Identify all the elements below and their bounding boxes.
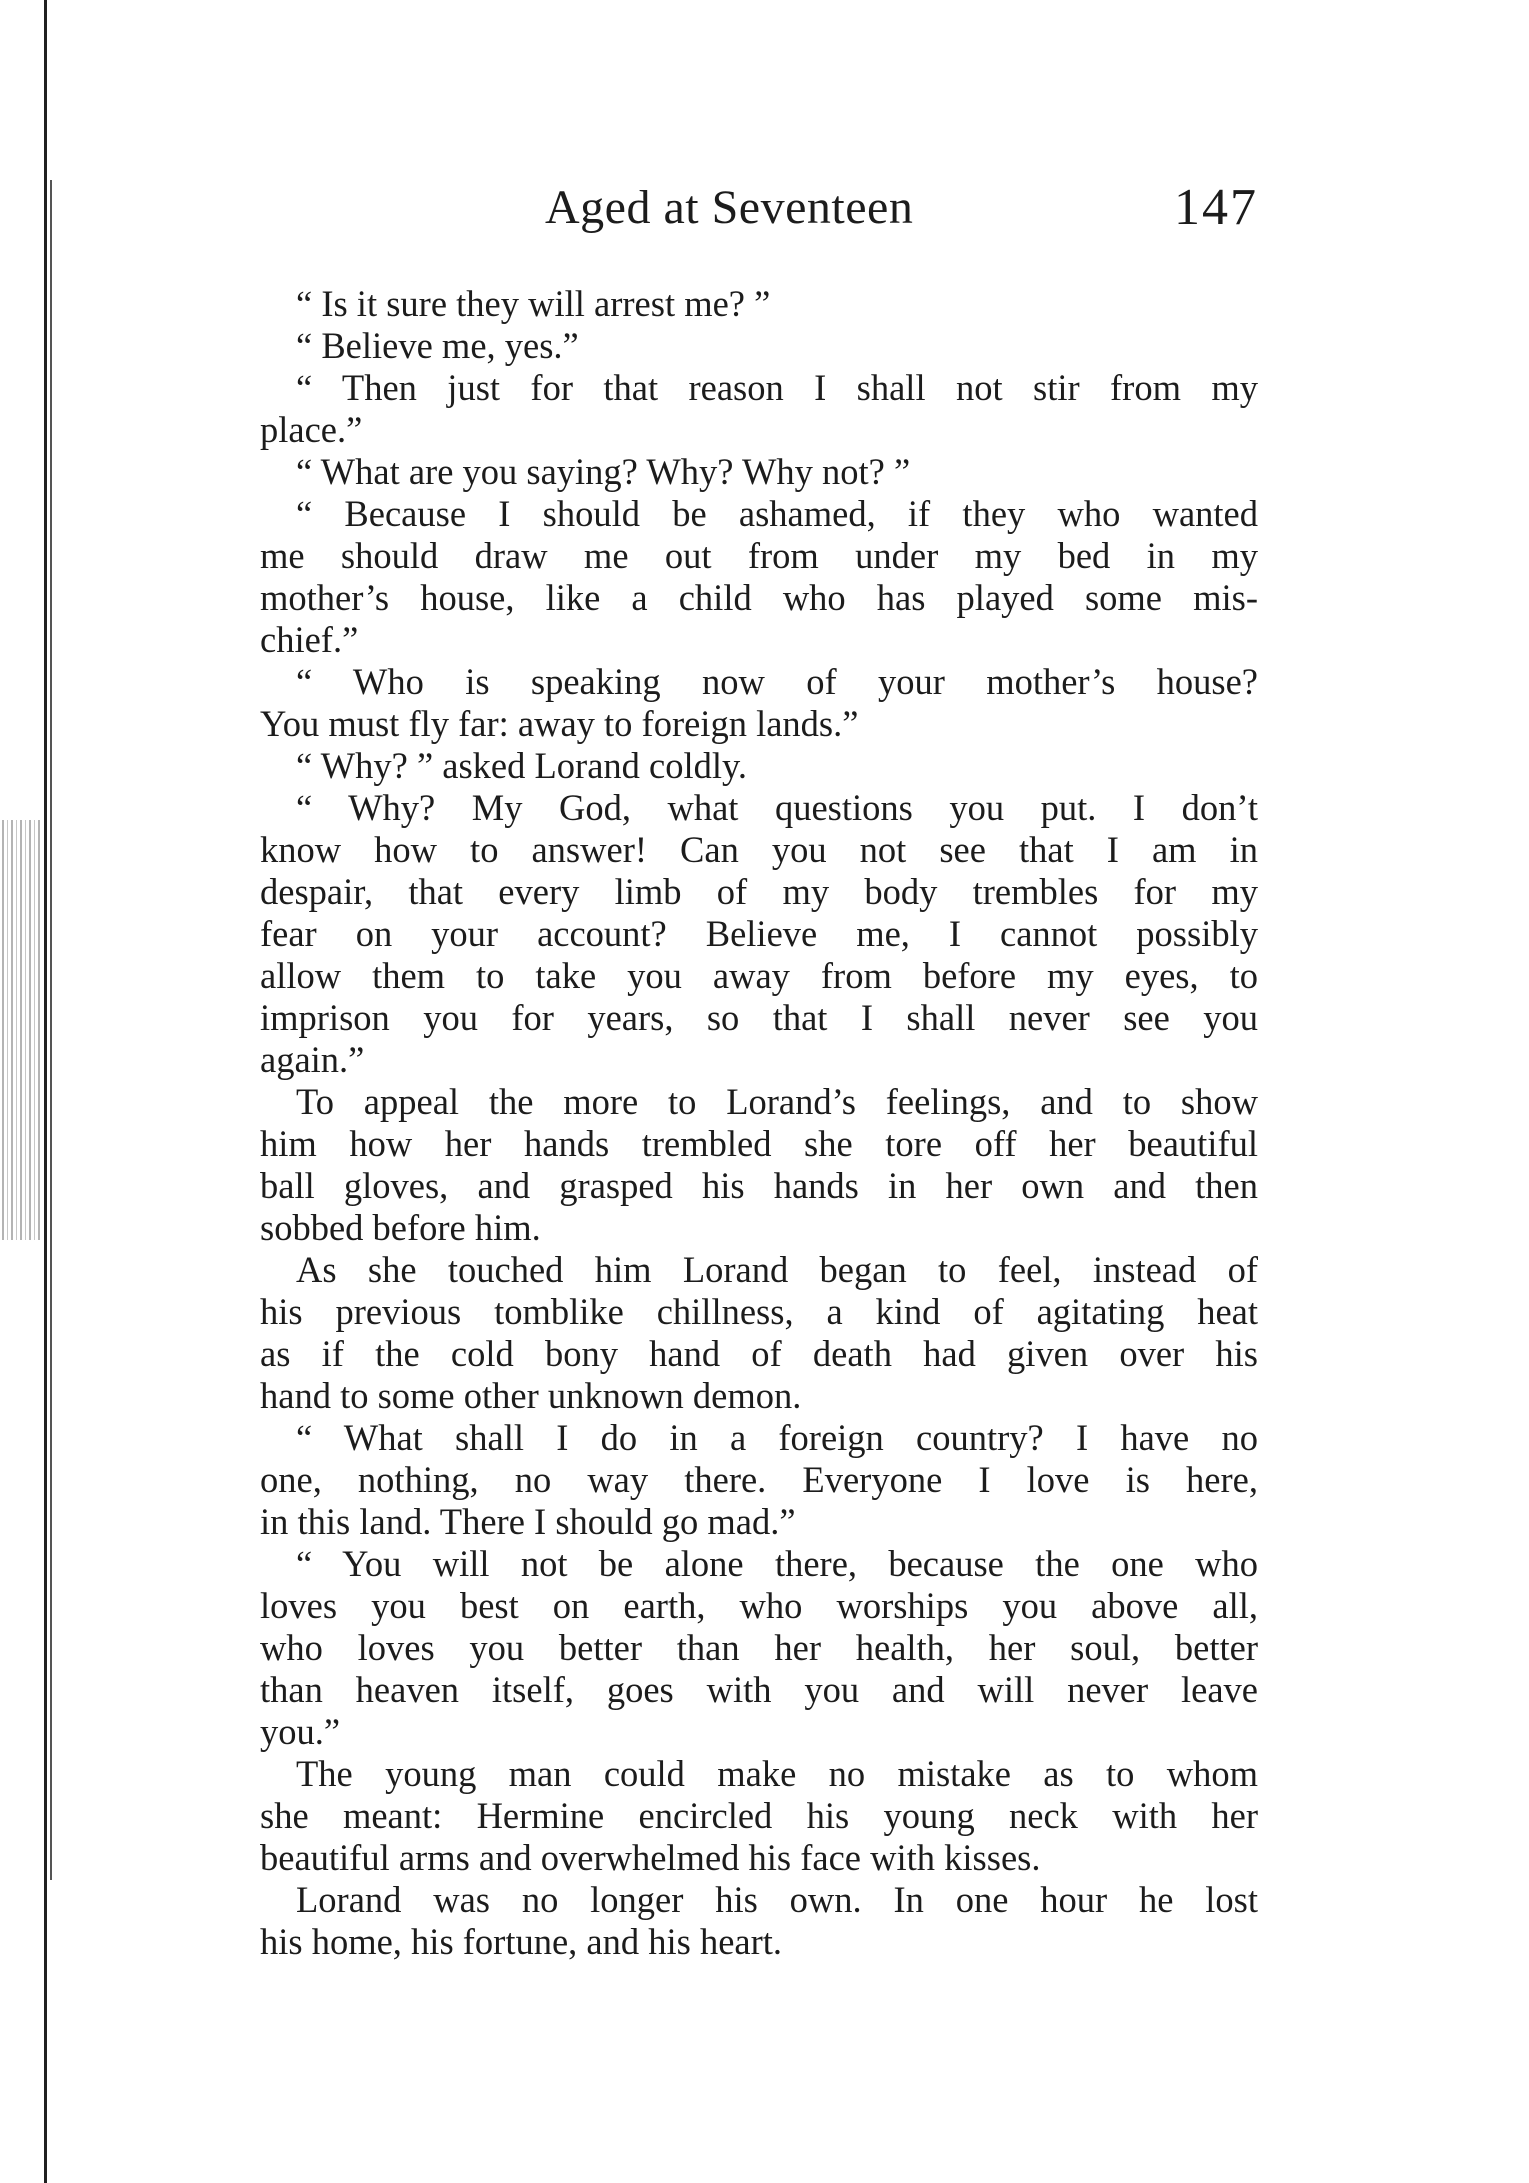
- binding-shadow: [2, 820, 42, 1240]
- text-line: as if the cold bony hand of death had given over his: [260, 1333, 1258, 1374]
- text-line: place.”: [260, 409, 363, 450]
- text-line: You must fly far: away to foreign lands.”: [260, 703, 859, 744]
- text-line: ball gloves, and grasped his hands in her own and then: [260, 1165, 1258, 1206]
- scan-edge-inner: [50, 180, 52, 1880]
- text-line: him how her hands trembled she tore off her beautiful: [260, 1123, 1258, 1164]
- text-line: hand to some other unknown demon.: [260, 1375, 802, 1416]
- text-line: “ You will not be alone there, because the one who: [296, 1543, 1258, 1584]
- text-line: “ Why? ” asked Lorand coldly.: [296, 745, 748, 786]
- text-line: than heaven itself, goes with you and will never leave: [260, 1669, 1258, 1710]
- text-line: “ Who is speaking now of your mother’s house?: [296, 661, 1258, 702]
- text-line: allow them to take you away from before my eyes, to: [260, 955, 1258, 996]
- page-number: 147: [1174, 179, 1258, 236]
- text-line: imprison you for years, so that I shall never see you: [260, 997, 1258, 1038]
- text-line: “ Believe me, yes.”: [296, 325, 579, 366]
- text-line: loves you best on earth, who worships you above all,: [260, 1585, 1258, 1626]
- text-line: me should draw me out from under my bed in my: [260, 535, 1258, 576]
- text-line: “ Why? My God, what questions you put. I don’t: [296, 787, 1258, 828]
- text-line: one, nothing, no way there. Everyone I love is here,: [260, 1459, 1258, 1500]
- text-line: “ Then just for that reason I shall not stir from my: [296, 367, 1258, 408]
- text-line: “ What are you saying? Why? Why not? ”: [296, 451, 911, 492]
- running-title: Aged at Seventeen: [545, 181, 914, 234]
- text-line: mother’s house, like a child who has played some mis-: [260, 577, 1258, 618]
- scan-edge: [44, 0, 47, 2183]
- text-line: his previous tomblike chillness, a kind of agitating heat: [260, 1291, 1258, 1332]
- text-line: To appeal the more to Lorand’s feelings, and to show: [296, 1081, 1258, 1122]
- text-line: “ Is it sure they will arrest me? ”: [296, 283, 771, 324]
- text-line: again.”: [260, 1039, 365, 1080]
- text-line: “ What shall I do in a foreign country? I have no: [296, 1417, 1258, 1458]
- text-line: “ Because I should be ashamed, if they who wanted: [296, 493, 1258, 534]
- text-line: sobbed before him.: [260, 1207, 541, 1248]
- text-line: in this land. There I should go mad.”: [260, 1501, 796, 1542]
- text-line: chief.”: [260, 619, 359, 660]
- text-line: The young man could make no mistake as to whom: [296, 1753, 1258, 1794]
- text-line: his home, his fortune, and his heart.: [260, 1921, 783, 1962]
- text-line: As she touched him Lorand began to feel, instead of: [296, 1249, 1258, 1290]
- running-head: [260, 170, 1258, 250]
- text-line: fear on your account? Believe me, I cannot possibly: [260, 913, 1258, 954]
- text-line: she meant: Hermine encircled his young neck with her: [260, 1795, 1258, 1836]
- text-line: Lorand was no longer his own. In one hour he lost: [296, 1879, 1258, 1920]
- text-line: you.”: [260, 1711, 341, 1752]
- text-line: beautiful arms and overwhelmed his face with kisses.: [260, 1837, 1041, 1878]
- text-line: who loves you better than her health, her soul, better: [260, 1627, 1258, 1668]
- text-line: know how to answer! Can you not see that I am in: [260, 829, 1258, 870]
- text-line: despair, that every limb of my body trembles for my: [260, 871, 1258, 912]
- body-text: [260, 283, 1258, 1963]
